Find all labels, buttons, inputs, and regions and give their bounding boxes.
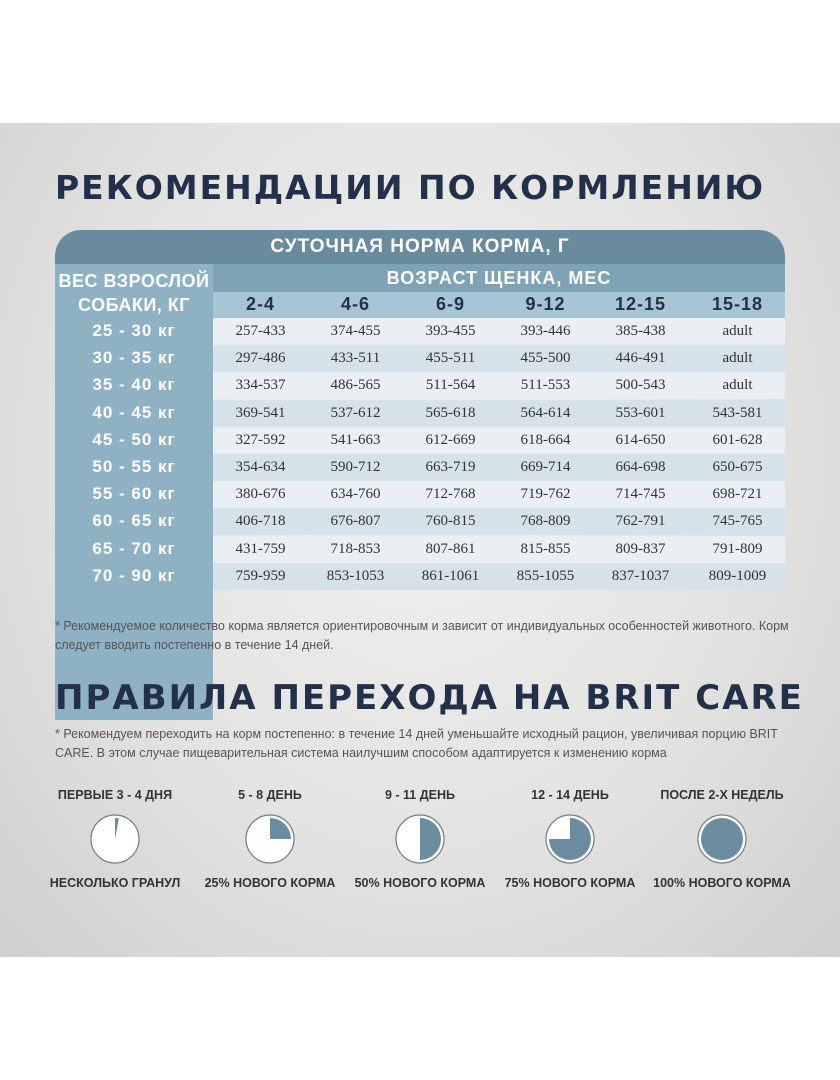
transition-note: * Рекомендуем переходить на корм постепенно: в течение 14 дней уменьшайте исходный рацион, увеличивая порцию BRIT CARE. В этом случае пищеварительная система наилучшим способом адаптируется к изменению корма bbox=[55, 727, 778, 760]
portion-pie-icon bbox=[543, 812, 597, 866]
value-cell: 664-698 bbox=[615, 459, 666, 475]
value-cell: 486-565 bbox=[330, 377, 381, 394]
value-cell: 446-491 bbox=[615, 350, 666, 367]
pie-fill bbox=[270, 818, 291, 839]
portion-pie-icon bbox=[393, 812, 447, 866]
value-cell: 455-511 bbox=[425, 350, 476, 367]
table-row bbox=[55, 508, 785, 535]
daily-norm-label: СУТОЧНАЯ НОРМА КОРМА, Г bbox=[270, 236, 570, 257]
value-cell: 511-553 bbox=[520, 377, 571, 394]
daily-norm-header bbox=[55, 230, 785, 264]
weight-cell: 30 - 35 кг bbox=[92, 348, 176, 368]
value-cell: 676-807 bbox=[330, 513, 381, 530]
value-cell: 431-759 bbox=[235, 540, 286, 557]
month-header: 2-4 bbox=[245, 294, 275, 314]
value-cell: 334-537 bbox=[235, 377, 286, 394]
weight-header bbox=[55, 264, 213, 323]
value-cell: 590-712 bbox=[330, 459, 381, 475]
value-cell: 327-592 bbox=[235, 431, 286, 448]
value-cell: 500-543 bbox=[615, 377, 666, 394]
table-row bbox=[55, 400, 785, 427]
month-header: 15-18 bbox=[711, 294, 764, 314]
portion-pie-icon bbox=[695, 812, 749, 866]
transition-stage bbox=[642, 788, 802, 890]
value-cell: 393-446 bbox=[520, 323, 571, 339]
value-cell: 718-853 bbox=[330, 540, 381, 557]
value-cell: 791-809 bbox=[712, 540, 763, 557]
stage-period: 5 - 8 ДЕНЬ bbox=[238, 788, 302, 802]
transition-stage bbox=[490, 788, 650, 890]
value-cell: 650-675 bbox=[712, 459, 763, 475]
table-row bbox=[55, 536, 785, 563]
transition-stage bbox=[35, 788, 195, 890]
value-cell: 861-1061 bbox=[421, 567, 480, 584]
content-panel bbox=[0, 123, 840, 957]
value-cell: 768-809 bbox=[520, 513, 571, 530]
value-cell: 385-438 bbox=[615, 323, 666, 339]
value-cell: 809-837 bbox=[615, 540, 666, 557]
value-cell: 553-601 bbox=[615, 404, 666, 421]
stage-period: 12 - 14 ДЕНЬ bbox=[531, 788, 609, 802]
weight-cell: 60 - 65 кг bbox=[92, 511, 176, 531]
month-header: 6-9 bbox=[435, 294, 465, 314]
value-cell: 719-762 bbox=[520, 486, 571, 503]
table-row bbox=[55, 427, 785, 454]
value-cell: 612-669 bbox=[425, 431, 476, 448]
weight-cell: 25 - 30 кг bbox=[92, 321, 176, 340]
value-cell: 433-511 bbox=[330, 350, 381, 367]
weight-header-line2: СОБАКИ, КГ bbox=[78, 295, 190, 315]
value-cell: 537-612 bbox=[330, 404, 381, 421]
value-cell: 853-1053 bbox=[326, 567, 385, 584]
value-cell: 380-676 bbox=[235, 486, 286, 503]
value-cell: 406-718 bbox=[235, 513, 286, 530]
table-row bbox=[55, 372, 785, 399]
value-cell: 393-455 bbox=[425, 323, 476, 339]
stage-caption: 100% НОВОГО КОРМА bbox=[653, 876, 791, 890]
stage-caption: 75% НОВОГО КОРМА bbox=[504, 876, 636, 890]
value-cell: 543-581 bbox=[712, 404, 763, 421]
value-cell: 601-628 bbox=[712, 431, 763, 448]
table-row bbox=[55, 454, 785, 481]
value-cell: 663-719 bbox=[425, 459, 476, 475]
value-cell: 511-564 bbox=[425, 377, 476, 394]
month-header: 12-15 bbox=[614, 294, 667, 314]
value-cell: 815-855 bbox=[520, 540, 571, 557]
stage-caption: НЕСКОЛЬКО ГРАНУЛ bbox=[49, 876, 181, 890]
weight-cell: 40 - 45 кг bbox=[92, 402, 176, 422]
stage-period: ПОСЛЕ 2-Х НЕДЕЛЬ bbox=[660, 788, 784, 802]
stage-caption: 25% НОВОГО КОРМА bbox=[204, 876, 336, 890]
table-row bbox=[55, 318, 785, 345]
weight-cell: 65 - 70 кг bbox=[92, 538, 176, 558]
stage-period: ПЕРВЫЕ 3 - 4 ДНЯ bbox=[57, 788, 173, 802]
value-cell: 541-663 bbox=[330, 431, 381, 448]
value-cell: 760-815 bbox=[425, 513, 476, 530]
age-header-label: ВОЗРАСТ ЩЕНКА, МЕС bbox=[386, 268, 612, 288]
stage-period: 9 - 11 ДЕНЬ bbox=[384, 788, 455, 802]
transition-stage bbox=[340, 788, 500, 890]
value-cell: 855-1055 bbox=[516, 567, 575, 584]
value-cell: adult bbox=[722, 350, 753, 367]
value-cell: 564-614 bbox=[520, 404, 571, 421]
feeding-note: * Рекомендуемое количество корма является ориентировочным и зависит от индивидуальных особенностей животного. Корм следует вводить постепенно в течение 14 дней. bbox=[55, 619, 789, 652]
value-cell: 257-433 bbox=[235, 323, 286, 339]
month-header: 9-12 bbox=[525, 294, 566, 314]
value-cell: 759-959 bbox=[235, 567, 286, 584]
portion-pie-icon bbox=[88, 812, 142, 866]
table-row bbox=[55, 563, 785, 590]
value-cell: 745-765 bbox=[712, 513, 763, 530]
weight-cell: 55 - 60 кг bbox=[92, 484, 176, 504]
value-cell: 297-486 bbox=[235, 350, 286, 367]
value-cell: 669-714 bbox=[520, 459, 571, 475]
value-cell: 698-721 bbox=[712, 486, 763, 503]
value-cell: 374-455 bbox=[330, 323, 381, 339]
value-cell: 369-541 bbox=[235, 404, 286, 421]
pie-fill bbox=[701, 818, 743, 860]
transition-title: ПРАВИЛА ПЕРЕХОДА НА BRIT CARE bbox=[55, 678, 804, 718]
value-cell: adult bbox=[722, 323, 753, 339]
weight-cell: 45 - 50 кг bbox=[92, 429, 176, 449]
stage-caption: 50% НОВОГО КОРМА bbox=[354, 876, 486, 890]
months-row bbox=[213, 292, 785, 318]
weight-cell: 50 - 55 кг bbox=[92, 457, 176, 476]
table-row bbox=[55, 481, 785, 508]
portion-pie-icon bbox=[243, 812, 297, 866]
value-cell: 614-650 bbox=[615, 431, 666, 448]
value-cell: adult bbox=[722, 377, 753, 394]
weight-cell: 35 - 40 кг bbox=[92, 375, 176, 395]
month-header: 4-6 bbox=[340, 294, 370, 314]
weight-header-line1: ВЕС ВЗРОСЛОЙ bbox=[58, 271, 210, 291]
age-header bbox=[213, 264, 785, 292]
value-cell: 455-500 bbox=[520, 350, 571, 367]
value-cell: 807-861 bbox=[425, 540, 476, 557]
value-cell: 634-760 bbox=[330, 486, 381, 503]
table-row bbox=[55, 345, 785, 372]
value-cell: 712-768 bbox=[425, 486, 476, 503]
value-cell: 762-791 bbox=[615, 513, 666, 530]
value-cell: 565-618 bbox=[425, 404, 476, 421]
value-cell: 809-1009 bbox=[708, 567, 767, 584]
value-cell: 714-745 bbox=[615, 486, 666, 503]
weight-cell: 70 - 90 кг bbox=[92, 565, 176, 585]
value-cell: 354-634 bbox=[235, 459, 286, 475]
transition-stage bbox=[190, 788, 350, 890]
feeding-title: РЕКОМЕНДАЦИИ ПО КОРМЛЕНИЮ bbox=[55, 168, 766, 207]
value-cell: 837-1037 bbox=[611, 567, 670, 584]
value-cell: 618-664 bbox=[520, 431, 571, 448]
